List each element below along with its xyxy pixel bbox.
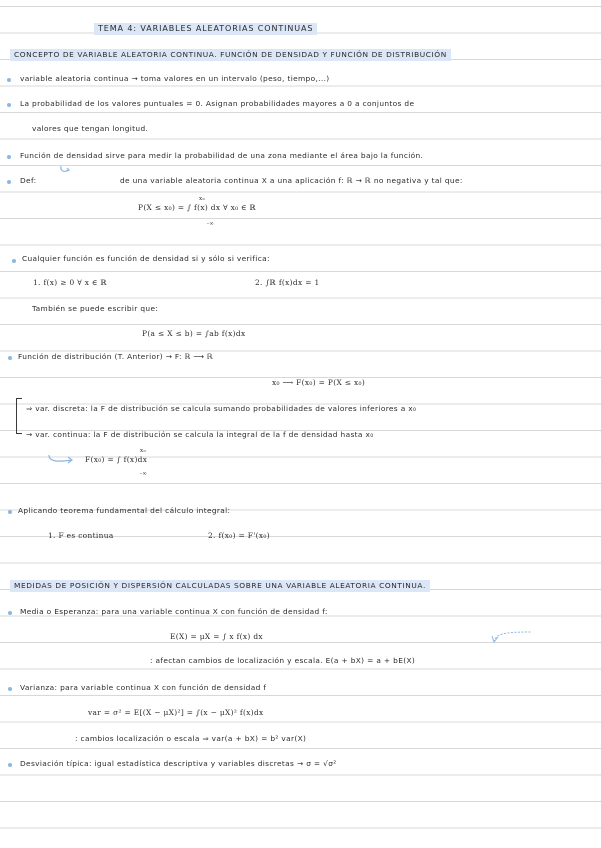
tf-result-1: 1. F es continua (48, 531, 114, 540)
media-formula: E(X) = μX = ∫ x f(x) dx (170, 632, 263, 641)
prob-interval-formula: P(a ≤ X ≤ b) = ∫ab f(x)dx (142, 329, 246, 338)
bullet-marker (8, 687, 12, 691)
bullet-desviacion: Desviación típica: igual estadística descriptiva y variables discretas → σ = √σ² (20, 759, 337, 768)
bullet-variable-continua: variable aleatoria continua → toma valores en un intervalo (peso, tiempo,...) (20, 74, 330, 83)
def-integral-lower: -∞ (207, 221, 215, 227)
tf-result-2: 2. f(x₀) = F'(x₀) (208, 531, 270, 540)
bullet-marker (7, 180, 11, 184)
bullet-marker (7, 78, 11, 82)
bullet-cualquier-funcion: Cualquier función es función de densidad si y sólo si verifica: (22, 254, 270, 263)
page-title: TEMA 4: VARIABLES ALEATORIAS CONTINUAS (94, 23, 317, 35)
continuous-note: → var. continua: la F de distribución se calcula la integral de la f de densidad hasta x₀ (26, 430, 374, 439)
bracket-mark (16, 398, 22, 434)
def-integral-upper: x₀ (199, 196, 206, 202)
varianza-formula: var = σ² = E[(X − μX)²] = ∫(x − μX)² f(x)dx (88, 708, 264, 717)
curved-arrow-icon (58, 164, 72, 176)
condition-2: 2. ∫ℝ f(x)dx = 1 (255, 278, 320, 287)
bullet-marker (12, 259, 16, 263)
bullet-varianza: Varianza: para variable continua X con función de densidad f (20, 683, 267, 692)
bullet-marker (8, 611, 12, 615)
bullet-probabilidad-puntual: La probabilidad de los valores puntuales = 0. Asignan probabilidades mayores a 0 a conjuntos de (20, 99, 415, 108)
varianza-note: : cambios localización o escala ⇒ var(a + bX) = b² var(X) (75, 734, 307, 743)
curved-arrow-icon (46, 451, 76, 465)
def-text: de una variable aleatoria continua X a una aplicación f: ℝ → ℝ no negativa y tal que: (120, 176, 463, 185)
bullet-marker (7, 103, 11, 107)
tambien-text: También se puede escribir que: (32, 304, 159, 313)
fx0-integral-lower: -∞ (140, 471, 148, 477)
section-heading-medidas: MEDIDAS DE POSICIÓN Y DISPERSIÓN CALCULADAS SOBRE UNA VARIABLE ALEATORIA CONTINUA. (10, 580, 430, 592)
doodle-arrow-icon (488, 624, 538, 644)
distribution-mapping: x₀ ⟶ F(x₀) = P(X ≤ x₀) (272, 378, 366, 387)
bullet-marker (8, 356, 12, 360)
bullet-marker (8, 510, 12, 514)
def-formula: P(X ≤ x₀) = ∫ f(x) dx ∀ x₀ ∈ ℝ (138, 203, 257, 212)
bullet-funcion-distribucion: Función de distribución (T. Anterior) → F: ℝ ⟶ ℝ (18, 352, 214, 361)
fx0-formula: F(x₀) = ∫ f(x)dx (85, 455, 148, 464)
bullet-funcion-densidad: Función de densidad sirve para medir la probabilidad de una zona mediante el área bajo la función. (20, 151, 424, 160)
def-label: Def: (20, 176, 37, 185)
bullet-teorema-fundamental: Aplicando teorema fundamental del cálculo integral: (18, 506, 231, 515)
bullet-marker (8, 763, 12, 767)
media-note: : afectan cambios de localización y escala. E(a + bX) = a + bE(X) (150, 656, 416, 665)
bullet-marker (7, 155, 11, 159)
discrete-note: ⇒ var. discreta: la F de distribución se calcula sumando probabilidades de valores inferiores a x₀ (26, 404, 417, 413)
section-heading-concepto: CONCEPTO DE VARIABLE ALEATORIA CONTINUA. FUNCIÓN DE DENSIDAD Y FUNCIÓN DE DISTRIBUCIÓN (10, 49, 451, 61)
bullet-media: Media o Esperanza: para una variable continua X con función de densidad f: (20, 607, 328, 616)
fx0-integral-upper: x₀ (140, 448, 147, 454)
bullet-probabilidad-puntual-cont: valores que tengan longitud. (32, 124, 149, 133)
condition-1: 1. f(x) ≥ 0 ∀ x ∈ ℝ (33, 278, 107, 287)
